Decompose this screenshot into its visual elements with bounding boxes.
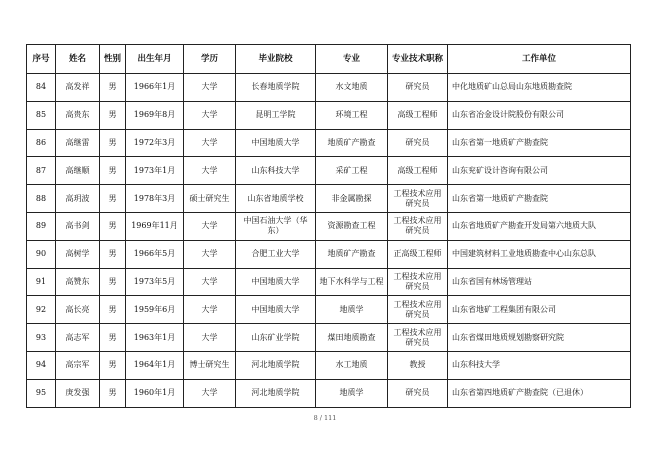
cell-school: 合肥工业大学	[236, 240, 316, 268]
cell-education: 大学	[184, 268, 236, 296]
cell-education: 大学	[184, 296, 236, 324]
cell-gender: 男	[100, 351, 126, 379]
cell-title: 研究员	[388, 74, 448, 102]
cell-gender: 男	[100, 379, 126, 407]
header-cell-major: 专业	[316, 45, 388, 74]
table-row	[27, 240, 631, 268]
cell-index: 86	[27, 129, 56, 157]
cell-school: 山东矿业学院	[236, 324, 316, 352]
cell-index: 85	[27, 101, 56, 129]
cell-school: 河北地质学院	[236, 379, 316, 407]
cell-major: 地质学	[316, 379, 388, 407]
table-row	[27, 212, 631, 240]
cell-employer: 山东省第一地质矿产勘查院	[448, 185, 631, 213]
cell-employer: 山东省煤田地质规划勘察研究院	[448, 324, 631, 352]
cell-major: 煤田地质勘查	[316, 324, 388, 352]
cell-name: 高发祥	[56, 74, 100, 102]
cell-major: 水文地质	[316, 74, 388, 102]
cell-school: 中国地质大学	[236, 296, 316, 324]
cell-gender: 男	[100, 268, 126, 296]
cell-index: 90	[27, 240, 56, 268]
cell-name: 高书剑	[56, 212, 100, 240]
header-cell-birth: 出生年月	[126, 45, 184, 74]
cell-gender: 男	[100, 157, 126, 185]
cell-title: 工程技术应用研究员	[388, 324, 448, 352]
cell-title: 工程技术应用研究员	[388, 296, 448, 324]
cell-birth: 1963年1月	[126, 324, 184, 352]
header-cell-index: 序号	[27, 45, 56, 74]
table-row	[27, 379, 631, 407]
table-row	[27, 351, 631, 379]
cell-birth: 1972年3月	[126, 129, 184, 157]
cell-birth: 1966年5月	[126, 240, 184, 268]
cell-index: 87	[27, 157, 56, 185]
cell-major: 地质矿产勘查	[316, 240, 388, 268]
table-row	[27, 296, 631, 324]
cell-gender: 男	[100, 212, 126, 240]
table-row	[27, 185, 631, 213]
cell-school: 昆明工学院	[236, 101, 316, 129]
cell-major: 水工地质	[316, 351, 388, 379]
cell-birth: 1966年1月	[126, 74, 184, 102]
cell-employer: 山东省地矿工程集团有限公司	[448, 296, 631, 324]
cell-education: 大学	[184, 379, 236, 407]
cell-education: 大学	[184, 101, 236, 129]
table-header	[27, 45, 631, 74]
cell-gender: 男	[100, 296, 126, 324]
header-cell-school: 毕业院校	[236, 45, 316, 74]
table-row	[27, 74, 631, 102]
cell-index: 92	[27, 296, 56, 324]
cell-name: 庚发强	[56, 379, 100, 407]
header-cell-employer: 工作单位	[448, 45, 631, 74]
cell-gender: 男	[100, 324, 126, 352]
cell-education: 大学	[184, 324, 236, 352]
cell-index: 84	[27, 74, 56, 102]
cell-education: 大学	[184, 240, 236, 268]
cell-index: 94	[27, 351, 56, 379]
table-row	[27, 129, 631, 157]
cell-gender: 男	[100, 129, 126, 157]
cell-index: 88	[27, 185, 56, 213]
cell-index: 91	[27, 268, 56, 296]
personnel-table	[26, 44, 631, 408]
cell-employer: 山东兖矿设计咨询有限公司	[448, 157, 631, 185]
cell-school: 中国地质大学	[236, 129, 316, 157]
cell-education: 大学	[184, 129, 236, 157]
cell-index: 89	[27, 212, 56, 240]
cell-major: 采矿工程	[316, 157, 388, 185]
cell-school: 中国石油大学（华东）	[236, 212, 316, 240]
cell-birth: 1959年6月	[126, 296, 184, 324]
cell-major: 地质矿产勘查	[316, 129, 388, 157]
cell-index: 93	[27, 324, 56, 352]
cell-name: 高志军	[56, 324, 100, 352]
cell-employer: 山东省第一地质矿产勘查院	[448, 129, 631, 157]
cell-title: 工程技术应用研究员	[388, 212, 448, 240]
table-row	[27, 324, 631, 352]
cell-employer: 中化地质矿山总局山东地质勘查院	[448, 74, 631, 102]
cell-employer: 山东省第四地质矿产勘查院（已退休）	[448, 379, 631, 407]
cell-index: 95	[27, 379, 56, 407]
cell-title: 高级工程师	[388, 157, 448, 185]
cell-major: 环境工程	[316, 101, 388, 129]
cell-employer: 中国建筑材料工业地质勘查中心山东总队	[448, 240, 631, 268]
cell-title: 工程技术应用研究员	[388, 185, 448, 213]
cell-major: 资源勘查工程	[316, 212, 388, 240]
cell-school: 山东科技大学	[236, 157, 316, 185]
cell-education: 硕士研究生	[184, 185, 236, 213]
cell-title: 教授	[388, 351, 448, 379]
cell-birth: 1960年1月	[126, 379, 184, 407]
cell-title: 工程技术应用研究员	[388, 268, 448, 296]
cell-title: 研究员	[388, 129, 448, 157]
cell-birth: 1973年5月	[126, 268, 184, 296]
cell-major: 地下水科学与工程	[316, 268, 388, 296]
table-row	[27, 157, 631, 185]
cell-major: 地质学	[316, 296, 388, 324]
cell-school: 山东省地质学校	[236, 185, 316, 213]
cell-gender: 男	[100, 185, 126, 213]
cell-name: 高贵东	[56, 101, 100, 129]
cell-school: 中国地质大学	[236, 268, 316, 296]
cell-name: 高长亮	[56, 296, 100, 324]
cell-employer: 山东省地质矿产勘查开发局第六地质大队	[448, 212, 631, 240]
cell-title: 正高级工程师	[388, 240, 448, 268]
header-cell-name: 姓名	[56, 45, 100, 74]
cell-employer: 山东科技大学	[448, 351, 631, 379]
cell-education: 大学	[184, 157, 236, 185]
page-number: 8 / 111	[313, 414, 337, 422]
cell-education: 大学	[184, 212, 236, 240]
cell-school: 长春地质学院	[236, 74, 316, 102]
cell-school: 河北地质学院	[236, 351, 316, 379]
header-cell-title: 专业技术职称	[388, 45, 448, 74]
cell-education: 博士研究生	[184, 351, 236, 379]
header-cell-education: 学历	[184, 45, 236, 74]
cell-birth: 1969年11月	[126, 212, 184, 240]
cell-employer: 山东省国有林场管理站	[448, 268, 631, 296]
cell-title: 研究员	[388, 379, 448, 407]
table-body	[27, 74, 631, 408]
table-row	[27, 101, 631, 129]
cell-title: 高级工程师	[388, 101, 448, 129]
header-cell-gender: 性别	[100, 45, 126, 74]
cell-name: 高继雷	[56, 129, 100, 157]
cell-birth: 1978年3月	[126, 185, 184, 213]
cell-name: 高赞东	[56, 268, 100, 296]
header-row	[27, 45, 631, 74]
cell-name: 高树学	[56, 240, 100, 268]
cell-gender: 男	[100, 101, 126, 129]
cell-name: 高继顺	[56, 157, 100, 185]
cell-major: 非金属勘探	[316, 185, 388, 213]
table-row	[27, 268, 631, 296]
cell-birth: 1969年8月	[126, 101, 184, 129]
cell-birth: 1964年1月	[126, 351, 184, 379]
cell-education: 大学	[184, 74, 236, 102]
cell-employer: 山东省冶金设计院股份有限公司	[448, 101, 631, 129]
cell-name: 高宗军	[56, 351, 100, 379]
cell-birth: 1973年1月	[126, 157, 184, 185]
cell-name: 高玥波	[56, 185, 100, 213]
cell-gender: 男	[100, 240, 126, 268]
cell-gender: 男	[100, 74, 126, 102]
